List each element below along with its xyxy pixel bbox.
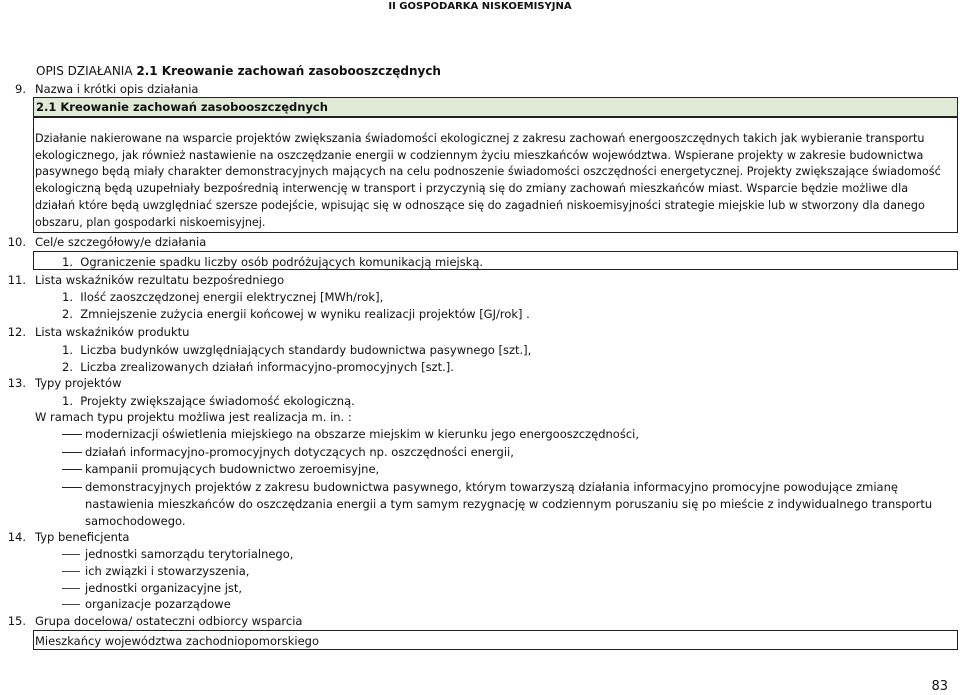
section-15-value: Mieszkańcy województwa zachodniopomorskiego	[35, 634, 320, 648]
section-13-bullet: kampanii promujących budownictwo zeroemisyjne,	[85, 462, 380, 476]
section-9-label: Nazwa i krótki opis działania	[35, 82, 199, 96]
section-11-label: Lista wskaźników rezultatu bezpośredniego	[35, 273, 285, 287]
section-15-label: Grupa docelowa/ ostateczni odbiorcy wsparcia	[35, 614, 303, 628]
section-11-item: 2. Zmniejszenie zużycia energii końcowej w wyniku realizacji projektów [GJ/rok] .	[62, 307, 530, 321]
action-title-prefix: OPIS DZIAŁANIA	[36, 64, 133, 78]
page-header: II GOSPODARKA NISKOEMISYJNA	[388, 1, 572, 12]
action-title-name: 2.1 Kreowanie zachowań zasobooszczędnych	[136, 64, 441, 78]
bullet-dash	[62, 604, 80, 605]
section-15-number: 15.	[7, 614, 26, 628]
description-text: Działanie nakierowane na wsparcie projektów zwiększania świadomości ekologicznej z zakresu zachowań energooszczędnych takich jak wybieranie transportu ekologicznego, jak również nastawienie na oszczędzanie energii w codziennym życiu mieszkańców województwa. Wspierane projekty w zakresie budownictwa pasywnego będą miały charakter demonstracyjnych mających na celu podnoszenie świadomości oszczędności energetycznej. Projekty zwiększające świadomość ekologiczną będą uzupełniały bezpośrednią interwencję w transport i przyczynią się do zmiany zachowań mieszkańców miast. Wsparcie będzie możliwe dla działań które będą uwzględniać szersze podejście, wpisując się w odnoszące się do zagadnień niskoemisyjności strategie miejskie lub w stworzony dla danego obszaru, plan gospodarki niskoemisyjnej.	[35, 132, 941, 229]
section-13-bullet-continued: nastawienia mieszkańców do oszczędzania energii a tym samym rezygnację w codziennym poruszaniu się po mieście z indywidualnego transportu	[85, 497, 933, 511]
section-13-label: Typy projektów	[35, 376, 122, 390]
section-9-number: 9.	[15, 82, 26, 96]
bullet-dash	[62, 469, 82, 470]
bullet-dash	[62, 554, 80, 555]
section-11-item: 1. Ilość zaoszczędzonej energii elektrycznej [MWh/rok],	[62, 290, 384, 304]
section-9-title-box	[33, 97, 958, 117]
section-13-bullet: modernizacji oświetlenia miejskiego na obszarze miejskim w kierunku jego energooszczędności,	[85, 427, 639, 441]
section-10-number: 10.	[7, 235, 26, 249]
section-14-item: ich związki i stowarzyszenia,	[85, 564, 250, 578]
section-13-item: 1. Projekty zwiększające świadomość ekologiczną.	[62, 394, 355, 408]
section-12-item: 2. Liczba zrealizowanych działań informacyjno-promocyjnych [szt.].	[62, 360, 454, 374]
section-13-bullet: demonstracyjnych projektów z zakresu budownictwa pasywnego, którym towarzyszą działania informacyjno promocyjne powodujące zmianę	[85, 480, 898, 494]
section-14-item: organizacje pozarządowe	[85, 597, 231, 611]
section-13-bullet: działań informacyjno-promocyjnych dotyczących np. oszczędności energii,	[85, 445, 514, 459]
section-11-number: 11.	[7, 273, 26, 287]
section-13-intro: W ramach typu projektu możliwa jest realizacja m. in. :	[35, 410, 352, 424]
section-14-item: jednostki organizacyjne jst,	[85, 581, 243, 595]
section-10-item: 1. Ograniczenie spadku liczby osób podróżujących komunikacją miejską.	[62, 255, 484, 269]
section-12-number: 12.	[7, 325, 26, 339]
section-10-label: Cel/e szczegółowy/e działania	[35, 235, 207, 249]
page-number: 83	[931, 679, 948, 694]
section-13-number: 13.	[7, 376, 26, 390]
bullet-dash	[62, 452, 82, 453]
section-14-item: jednostki samorządu terytorialnego,	[85, 547, 294, 561]
section-14-label: Typ beneficjenta	[35, 530, 130, 544]
bullet-dash	[62, 588, 80, 589]
bullet-dash	[62, 434, 82, 435]
bullet-dash	[62, 487, 82, 488]
bullet-dash	[62, 571, 80, 572]
section-12-label: Lista wskaźników produktu	[35, 325, 190, 339]
section-12-item: 1. Liczba budynków uwzględniających standardy budownictwa pasywnego [szt.],	[62, 343, 532, 357]
section-14-number: 14.	[7, 530, 26, 544]
action-title	[36, 64, 441, 78]
section-13-bullet-continued: samochodowego.	[85, 514, 186, 528]
section-9-title: 2.1 Kreowanie zachowań zasobooszczędnych	[36, 100, 328, 114]
